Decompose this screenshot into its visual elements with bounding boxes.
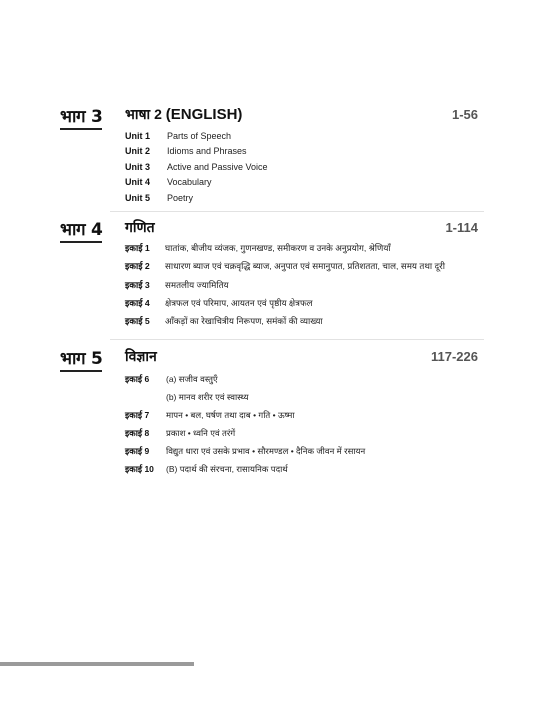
- part-heading: भाग 5: [60, 346, 102, 369]
- unit-number: इकाई 1: [125, 243, 150, 254]
- unit-title: Poetry: [167, 192, 194, 203]
- unit-number: Unit 2: [125, 146, 151, 157]
- list-item: [125, 460, 365, 478]
- part-heading: भाग 3: [60, 104, 102, 127]
- unit-number: इकाई 4: [125, 298, 150, 309]
- unit-number: इकाई 6: [125, 373, 150, 384]
- list-item: [125, 239, 445, 257]
- unit-title: साधारण ब्याज एवं चक्रवृद्धि ब्याज, अनुपात एवं समानुपात, प्रतिशतता, चाल, समय तथा दूरी: [165, 261, 445, 272]
- unit-number: इकाई 10: [125, 463, 154, 474]
- unit-list: [125, 239, 445, 330]
- unit-number: इकाई 3: [125, 279, 150, 290]
- unit-number: Unit 5: [125, 192, 151, 203]
- part-heading: भाग 4: [60, 217, 102, 240]
- page-range: 117-226: [431, 349, 478, 364]
- unit-number: इकाई 9: [125, 445, 150, 456]
- list-item: [125, 424, 365, 442]
- list-item: [125, 312, 445, 330]
- section-divider: [110, 339, 484, 340]
- unit-list: [125, 128, 268, 206]
- list-item: [125, 406, 365, 424]
- unit-number: Unit 4: [125, 177, 151, 188]
- unit-title: Active and Passive Voice: [167, 161, 268, 172]
- page-range: 1-114: [445, 220, 478, 235]
- list-item: [125, 257, 445, 275]
- unit-title: (a) सजीव वस्तुएँ: [166, 373, 218, 384]
- list-item: [125, 442, 365, 460]
- subject-prefix: भाषा 2: [125, 106, 162, 122]
- list-item: [125, 370, 365, 388]
- unit-title: (B) पदार्थ की संरचना, रासायनिक पदार्थ: [166, 463, 288, 474]
- unit-number: Unit 1: [125, 130, 151, 141]
- unit-title: घातांक, बीजीय व्यंजक, गुणनखण्ड, समीकरण व उनके अनुप्रयोग, श्रेणियाँ: [165, 243, 391, 254]
- unit-list: [125, 370, 365, 478]
- unit-title: Idioms and Phrases: [167, 146, 247, 157]
- unit-title: क्षेत्रफल एवं परिमाप, आयतन एवं पृष्ठीय क्षेत्रफल: [165, 298, 313, 309]
- unit-title: विद्युत धारा एवं उसके प्रभाव • सौरमण्डल • दैनिक जीवन में रसायन: [166, 445, 366, 456]
- list-item: [125, 144, 268, 160]
- section-part-3: [60, 104, 478, 204]
- page-range: 1-56: [451, 107, 478, 122]
- unit-number: Unit 3: [125, 161, 151, 172]
- unit-title: प्रकाश • ध्वनि एवं तरंगें: [166, 427, 236, 438]
- list-item: [125, 294, 445, 312]
- list-item: [125, 388, 365, 406]
- unit-number: इकाई 7: [125, 409, 150, 420]
- section-part-4: [60, 217, 478, 332]
- unit-number: इकाई 5: [125, 316, 150, 327]
- unit-title: (b) मानव शरीर एवं स्वास्थ्य: [166, 391, 249, 402]
- list-item: [125, 276, 445, 294]
- unit-title: आँकड़ों का रेखाचित्रीय निरूपण, समंकों की व्याख्या: [165, 316, 323, 327]
- unit-title: Vocabulary: [167, 177, 212, 188]
- footer-rule: [0, 662, 194, 666]
- unit-number: इकाई 2: [125, 261, 150, 272]
- list-item: [125, 175, 268, 191]
- section-divider: [110, 211, 484, 212]
- subject-title: (ENGLISH): [165, 106, 243, 123]
- subject-heading: विज्ञान: [125, 348, 157, 364]
- unit-title: मापन • बल, घर्षण तथा दाब • गति • ऊष्मा: [166, 409, 295, 420]
- unit-title: Parts of Speech: [167, 130, 232, 141]
- subject-heading: [125, 105, 242, 124]
- list-item: [125, 190, 268, 206]
- subject-heading: गणित: [125, 219, 155, 235]
- unit-number: इकाई 8: [125, 427, 150, 438]
- unit-title: समतलीय ज्यामितिय: [165, 279, 229, 290]
- list-item: [125, 159, 268, 175]
- list-item: [125, 128, 268, 144]
- section-part-5: [60, 346, 478, 476]
